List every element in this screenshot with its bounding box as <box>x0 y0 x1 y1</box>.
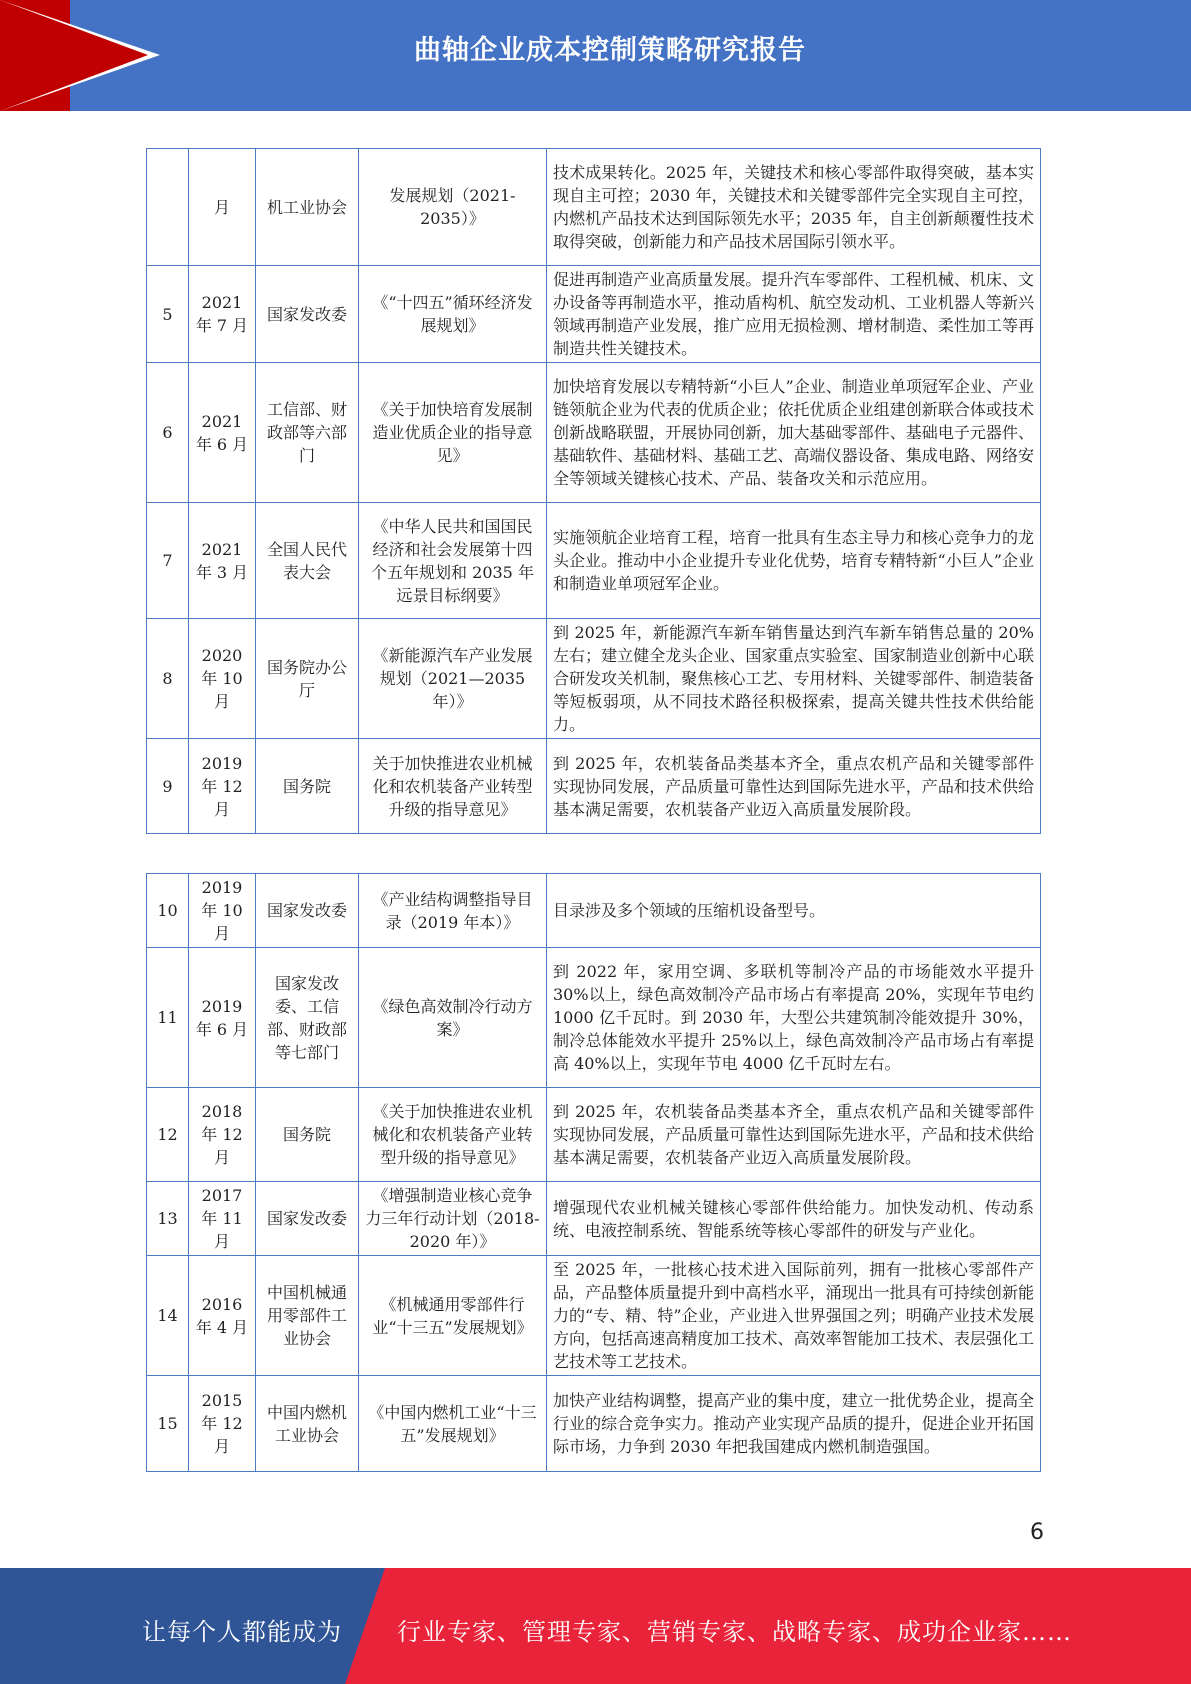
table-row <box>147 948 1041 1088</box>
row-date: 2021 年 6 月 <box>189 363 256 503</box>
row-department: 全国人民代表大会 <box>256 503 359 619</box>
row-content: 加快培育发展以专精特新“小巨人”企业、制造业单项冠军企业、产业链领航企业为代表的优质企业；依托优质企业组建创新联合体或技术创新战略联盟，开展协同创新，加大基础零部件、基础电子元器件、基础软件、基础材料、基础工艺、高端仪器设备、集成电路、网络安全等领域关键核心技术、产品、装备攻关和示范应用。 <box>547 363 1041 503</box>
row-number: 10 <box>147 874 189 948</box>
table-row <box>147 619 1041 739</box>
row-content: 到 2025 年，新能源汽车新车销售量达到汽车新车销售总量的 20%左右；建立健全龙头企业、国家重点实验室、国家制造业创新中心联合研发攻关机制，聚焦核心工艺、专用材料、关键零部件、制造装备等短板弱项，从不同技术路径积极探索，提高关键共性技术供给能力。 <box>547 619 1041 739</box>
row-policy-title: 《绿色高效制冷行动方案》 <box>359 948 547 1088</box>
row-department: 国家发改委 <box>256 1182 359 1256</box>
row-number: 7 <box>147 503 189 619</box>
row-content: 到 2025 年，农机装备品类基本齐全，重点农机产品和关键零部件实现协同发展，产品质量可靠性达到国际先进水平，产品和技术供给基本满足需要，农机装备产业迈入高质量发展阶段。 <box>547 1088 1041 1182</box>
footer-slogan-right: 行业专家、管理专家、营销专家、战略专家、成功企业家…… <box>397 1618 1072 1646</box>
row-policy-title: 《“十四五”循环经济发展规划》 <box>359 266 547 363</box>
table-row <box>147 1182 1041 1256</box>
table-row <box>147 266 1041 363</box>
row-department: 国家发改委、工信部、财政部等七部门 <box>256 948 359 1088</box>
row-content: 技术成果转化。2025 年，关键技术和核心零部件取得突破，基本实现自主可控；2030 年，关键技术和关键零部件完全实现自主可控，内燃机产品技术达到国际领先水平；2035 年，自主创新颠覆性技术取得突破，创新能力和产品技术居国际引领水平。 <box>547 149 1041 266</box>
row-department: 国家发改委 <box>256 874 359 948</box>
row-department: 机工业协会 <box>256 149 359 266</box>
row-number: 9 <box>147 739 189 834</box>
row-policy-title: 《中国内燃机工业“十三五”发展规划》 <box>359 1376 547 1472</box>
row-date: 2019 年 10 月 <box>189 874 256 948</box>
header-red-chevron <box>0 0 148 111</box>
table-row <box>147 739 1041 834</box>
table-row <box>147 363 1041 503</box>
row-department: 中国机械通用零部件工业协会 <box>256 1256 359 1376</box>
table-row <box>147 874 1041 948</box>
row-number: 15 <box>147 1376 189 1472</box>
row-policy-title: 《关于加快培育发展制造业优质企业的指导意见》 <box>359 363 547 503</box>
table-row <box>147 1256 1041 1376</box>
row-number: 5 <box>147 266 189 363</box>
row-date: 月 <box>189 149 256 266</box>
row-number: 14 <box>147 1256 189 1376</box>
table-row <box>147 1088 1041 1182</box>
row-department: 国家发改委 <box>256 266 359 363</box>
row-content: 至 2025 年，一批核心技术进入国际前列，拥有一批核心零部件产品，产品整体质量提升到中高档水平，涌现出一批具有可持续创新能力的“专、精、特”企业，产业进入世界强国之列；明确产业技术发展方向，包括高速高精度加工技术、高效率智能加工技术、表层强化工艺技术等工艺技术。 <box>547 1256 1041 1376</box>
row-content: 到 2025 年，农机装备品类基本齐全，重点农机产品和关键零部件实现协同发展，产品质量可靠性达到国际先进水平，产品和技术供给基本满足需要，农机装备产业迈入高质量发展阶段。 <box>547 739 1041 834</box>
row-date: 2019 年 12 月 <box>189 739 256 834</box>
table-row <box>147 1376 1041 1472</box>
row-date: 2015 年 12 月 <box>189 1376 256 1472</box>
row-policy-title: 关于加快推进农业机械化和农机装备产业转型升级的指导意见》 <box>359 739 547 834</box>
row-date: 2018 年 12 月 <box>189 1088 256 1182</box>
row-date: 2020 年 10 月 <box>189 619 256 739</box>
row-department: 国务院 <box>256 1088 359 1182</box>
row-date: 2021 年 7 月 <box>189 266 256 363</box>
row-content: 目录涉及多个领域的压缩机设备型号。 <box>547 874 1041 948</box>
row-department: 国务院办公厅 <box>256 619 359 739</box>
row-policy-title: 发展规划（2021-2035）》 <box>359 149 547 266</box>
row-number: 11 <box>147 948 189 1088</box>
page-number: 6 <box>1030 1520 1044 1545</box>
row-number <box>147 149 189 266</box>
row-content: 实施领航企业培育工程，培育一批具有生态主导力和核心竞争力的龙头企业。推动中小企业提升专业化优势，培育专精特新“小巨人”企业和制造业单项冠军企业。 <box>547 503 1041 619</box>
row-content: 促进再制造产业高质量发展。提升汽车零部件、工程机械、机床、文办设备等再制造水平，推动盾构机、航空发动机、工业机器人等新兴领域再制造产业发展，推广应用无损检测、增材制造、柔性加工等再制造共性关键技术。 <box>547 266 1041 363</box>
row-policy-title: 《机械通用零部件行业“十三五”发展规划》 <box>359 1256 547 1376</box>
policy-table-top <box>146 148 1041 834</box>
row-date: 2019 年 6 月 <box>189 948 256 1088</box>
row-department: 中国内燃机工业协会 <box>256 1376 359 1472</box>
row-department: 国务院 <box>256 739 359 834</box>
row-date: 2016 年 4 月 <box>189 1256 256 1376</box>
report-title: 曲轴企业成本控制策略研究报告 <box>414 35 806 66</box>
row-date: 2017 年 11 月 <box>189 1182 256 1256</box>
row-policy-title: 《新能源汽车产业发展规划（2021—2035 年）》 <box>359 619 547 739</box>
row-number: 13 <box>147 1182 189 1256</box>
row-department: 工信部、财政部等六部门 <box>256 363 359 503</box>
page-header <box>0 0 1191 111</box>
row-content: 加快产业结构调整，提高产业的集中度，建立一批优势企业，提高全行业的综合竞争实力。推动产业实现产品质的提升，促进企业开拓国际市场，力争到 2030 年把我国建成内燃机制造强国。 <box>547 1376 1041 1472</box>
row-policy-title: 《关于加快推进农业机械化和农机装备产业转型升级的指导意见》 <box>359 1088 547 1182</box>
row-policy-title: 《增强制造业核心竞争力三年行动计划（2018-2020 年）》 <box>359 1182 547 1256</box>
footer-slogan-left: 让每个人都能成为 <box>142 1618 342 1646</box>
row-content: 到 2022 年，家用空调、多联机等制冷产品的市场能效水平提升 30%以上，绿色高效制冷产品市场占有率提高 20%，实现年节电约 1000 亿千瓦时。到 2030 年，大型公共建筑制冷能效提升 30%，制冷总体能效水平提升 25%以上，绿色高效制冷产品市场占有率提高 40%以上，实现年节电 4000 亿千瓦时左右。 <box>547 948 1041 1088</box>
row-policy-title: 《中华人民共和国国民经济和社会发展第十四个五年规划和 2035 年远景目标纲要》 <box>359 503 547 619</box>
row-number: 6 <box>147 363 189 503</box>
row-content: 增强现代农业机械关键核心零部件供给能力。加快发动机、传动系统、电液控制系统、智能系统等核心零部件的研发与产业化。 <box>547 1182 1041 1256</box>
row-policy-title: 《产业结构调整指导目录（2019 年本）》 <box>359 874 547 948</box>
table-row <box>147 503 1041 619</box>
table-row <box>147 149 1041 266</box>
row-number: 12 <box>147 1088 189 1182</box>
row-date: 2021 年 3 月 <box>189 503 256 619</box>
row-number: 8 <box>147 619 189 739</box>
policy-table-bottom <box>146 873 1041 1472</box>
